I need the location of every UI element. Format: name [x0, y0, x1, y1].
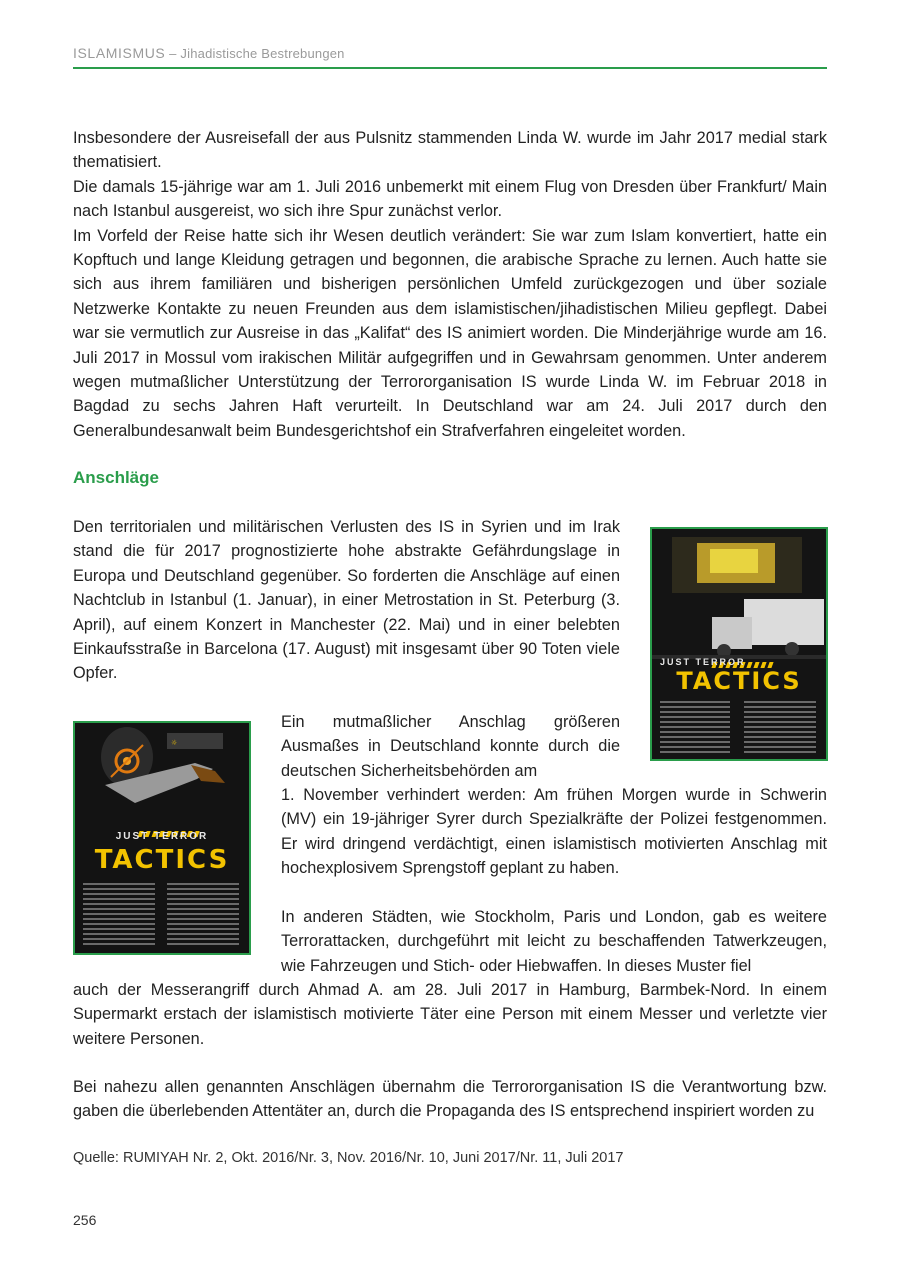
header-section: ISLAMISMUS [73, 45, 166, 61]
attacks-paragraph-3b: auch der Messerangriff durch Ahmad A. am 28. Juli 2017 in Hamburg, Barmbek-Nord. In einem Supermarkt erstach der islamistisch motivierte Täter eine Person mit einem Messer und verletzte vier weitere Personen. [73, 981, 827, 1048]
knife-poster-title: TACTICS [94, 845, 230, 875]
intro-paragraph-1: Insbesondere der Ausreisefall der aus Pulsnitz stammenden Linda W. wurde im Jahr 2017 medial stark thematisiert. [73, 129, 827, 172]
knife-poster-subtitle: JUST TERROR [115, 831, 209, 842]
attacks-paragraph-1: Den territorialen und militärischen Verlusten des IS in Syrien und im Irak stand die für 2017 prognostizierte hohe abstrakte Gefährdungslage in Europa und Deutschland gegenüber. So forderten die Anschläge auf einen Nachtclub in Istanbul (1. Januar), in einer Metrostation in St. Peterburg (3. April), auf einem Konzert in Manchester (22. Mai) und in einer belebten Einkaufsstraße in Barcelona (17. August) mit insgesamt über 90 Toten viele Opfer. [73, 518, 620, 683]
section-heading: Anschläge [73, 468, 159, 487]
intro-text [73, 126, 827, 443]
attacks-paragraph-3a: In anderen Städten, wie Stockholm, Paris und London, gab es weitere Terrorattacken, durchgeführt mit leicht zu beschaffenden Tatwerkzeugen, wie Fahrzeugen und Stich- oder Hiebwaffen. In dieses Muster fiel [281, 908, 827, 975]
knife-poster-column-left [83, 883, 155, 948]
truck-poster-title: TACTICS [676, 667, 802, 695]
knife-poster-column-right [167, 883, 239, 948]
truck-poster-column-right [744, 701, 816, 756]
header-separator: – [165, 46, 181, 61]
image-source-caption: Quelle: RUMIYAH Nr. 2, Okt. 2016/Nr. 3, Nov. 2016/Nr. 10, Juni 2017/Nr. 11, Juli 2017 [73, 1150, 624, 1166]
svg-text:☼: ☼ [171, 739, 178, 747]
attacks-paragraph-2a: Ein mutmaßlicher Anschlag größeren Ausmaßes in Deutschland konnte durch die deutschen Sicherheitsbehörden am [281, 713, 620, 780]
header-subsection: Jihadistische Bestrebungen [180, 46, 345, 61]
attacks-paragraph-2b: 1. November verhindert werden: Am frühen Morgen wurde in Schwerin (MV) ein 19-jähriger Syrer durch Spezialkräfte der Polizei festgenommen. Er wird dringend verdächtigt, einen islamistisch motivierten Anschlag mit hochexplosivem Sprengstoff geplant zu haben. [281, 786, 827, 878]
truck-poster-subtitle: JUST TERROR [660, 657, 746, 667]
truck-poster-column-left [660, 701, 730, 756]
running-header [73, 45, 827, 69]
intro-paragraph-3: Im Vorfeld der Reise hatte sich ihr Wesen deutlich verändert: Sie war zum Islam konvertiert, hatte ein Kopftuch und lange Kleidung getragen und begonnen, die arabische Sprache zu lernen. Auch hatte sie sich aus ihrem familiären und bisherigen persönlichen Umfeld zurückgezogen und über soziale Netzwerke Kontakte zu neuen Freunden aus dem islamistischen/jihadistischen Milieu gepflegt. Dabei war sie vermutlich zur Ausreise in das „Kalifat“ des IS animiert worden. Die Minderjährige wurde am 16. Juli 2017 in Mossul vom irakischen Militär aufgegriffen und in Gewahrsam genommen. Unter anderem wegen mutmaßlicher Unterstützung der Terrororganisation IS wurde Linda W. im Februar 2018 in Bagdad zu sechs Jahren Haft verurteilt. In Deutschland war am 24. Juli 2017 durch den Generalbundesanwalt beim Bundesgerichtshof ein Strafverfahren eingeleitet worden. [73, 226, 827, 440]
intro-paragraph-2: Die damals 15-jährige war am 1. Juli 2016 unbemerkt mit einem Flug von Dresden über Frankfurt/ Main nach Istanbul ausgereist, wo sich ihre Spur zunächst verlor. [73, 177, 827, 221]
just-terror-tactics-knife-image [73, 721, 251, 955]
just-terror-tactics-truck-image [650, 527, 828, 761]
attacks-paragraph-4: Bei nahezu allen genannten Anschlägen übernahm die Terrororganisation IS die Verantwortung bzw. gaben die überlebenden Attentäter an, durch die Propaganda des IS entsprechend inspiriert worden zu [73, 1078, 827, 1121]
page-number: 256 [73, 1212, 97, 1228]
